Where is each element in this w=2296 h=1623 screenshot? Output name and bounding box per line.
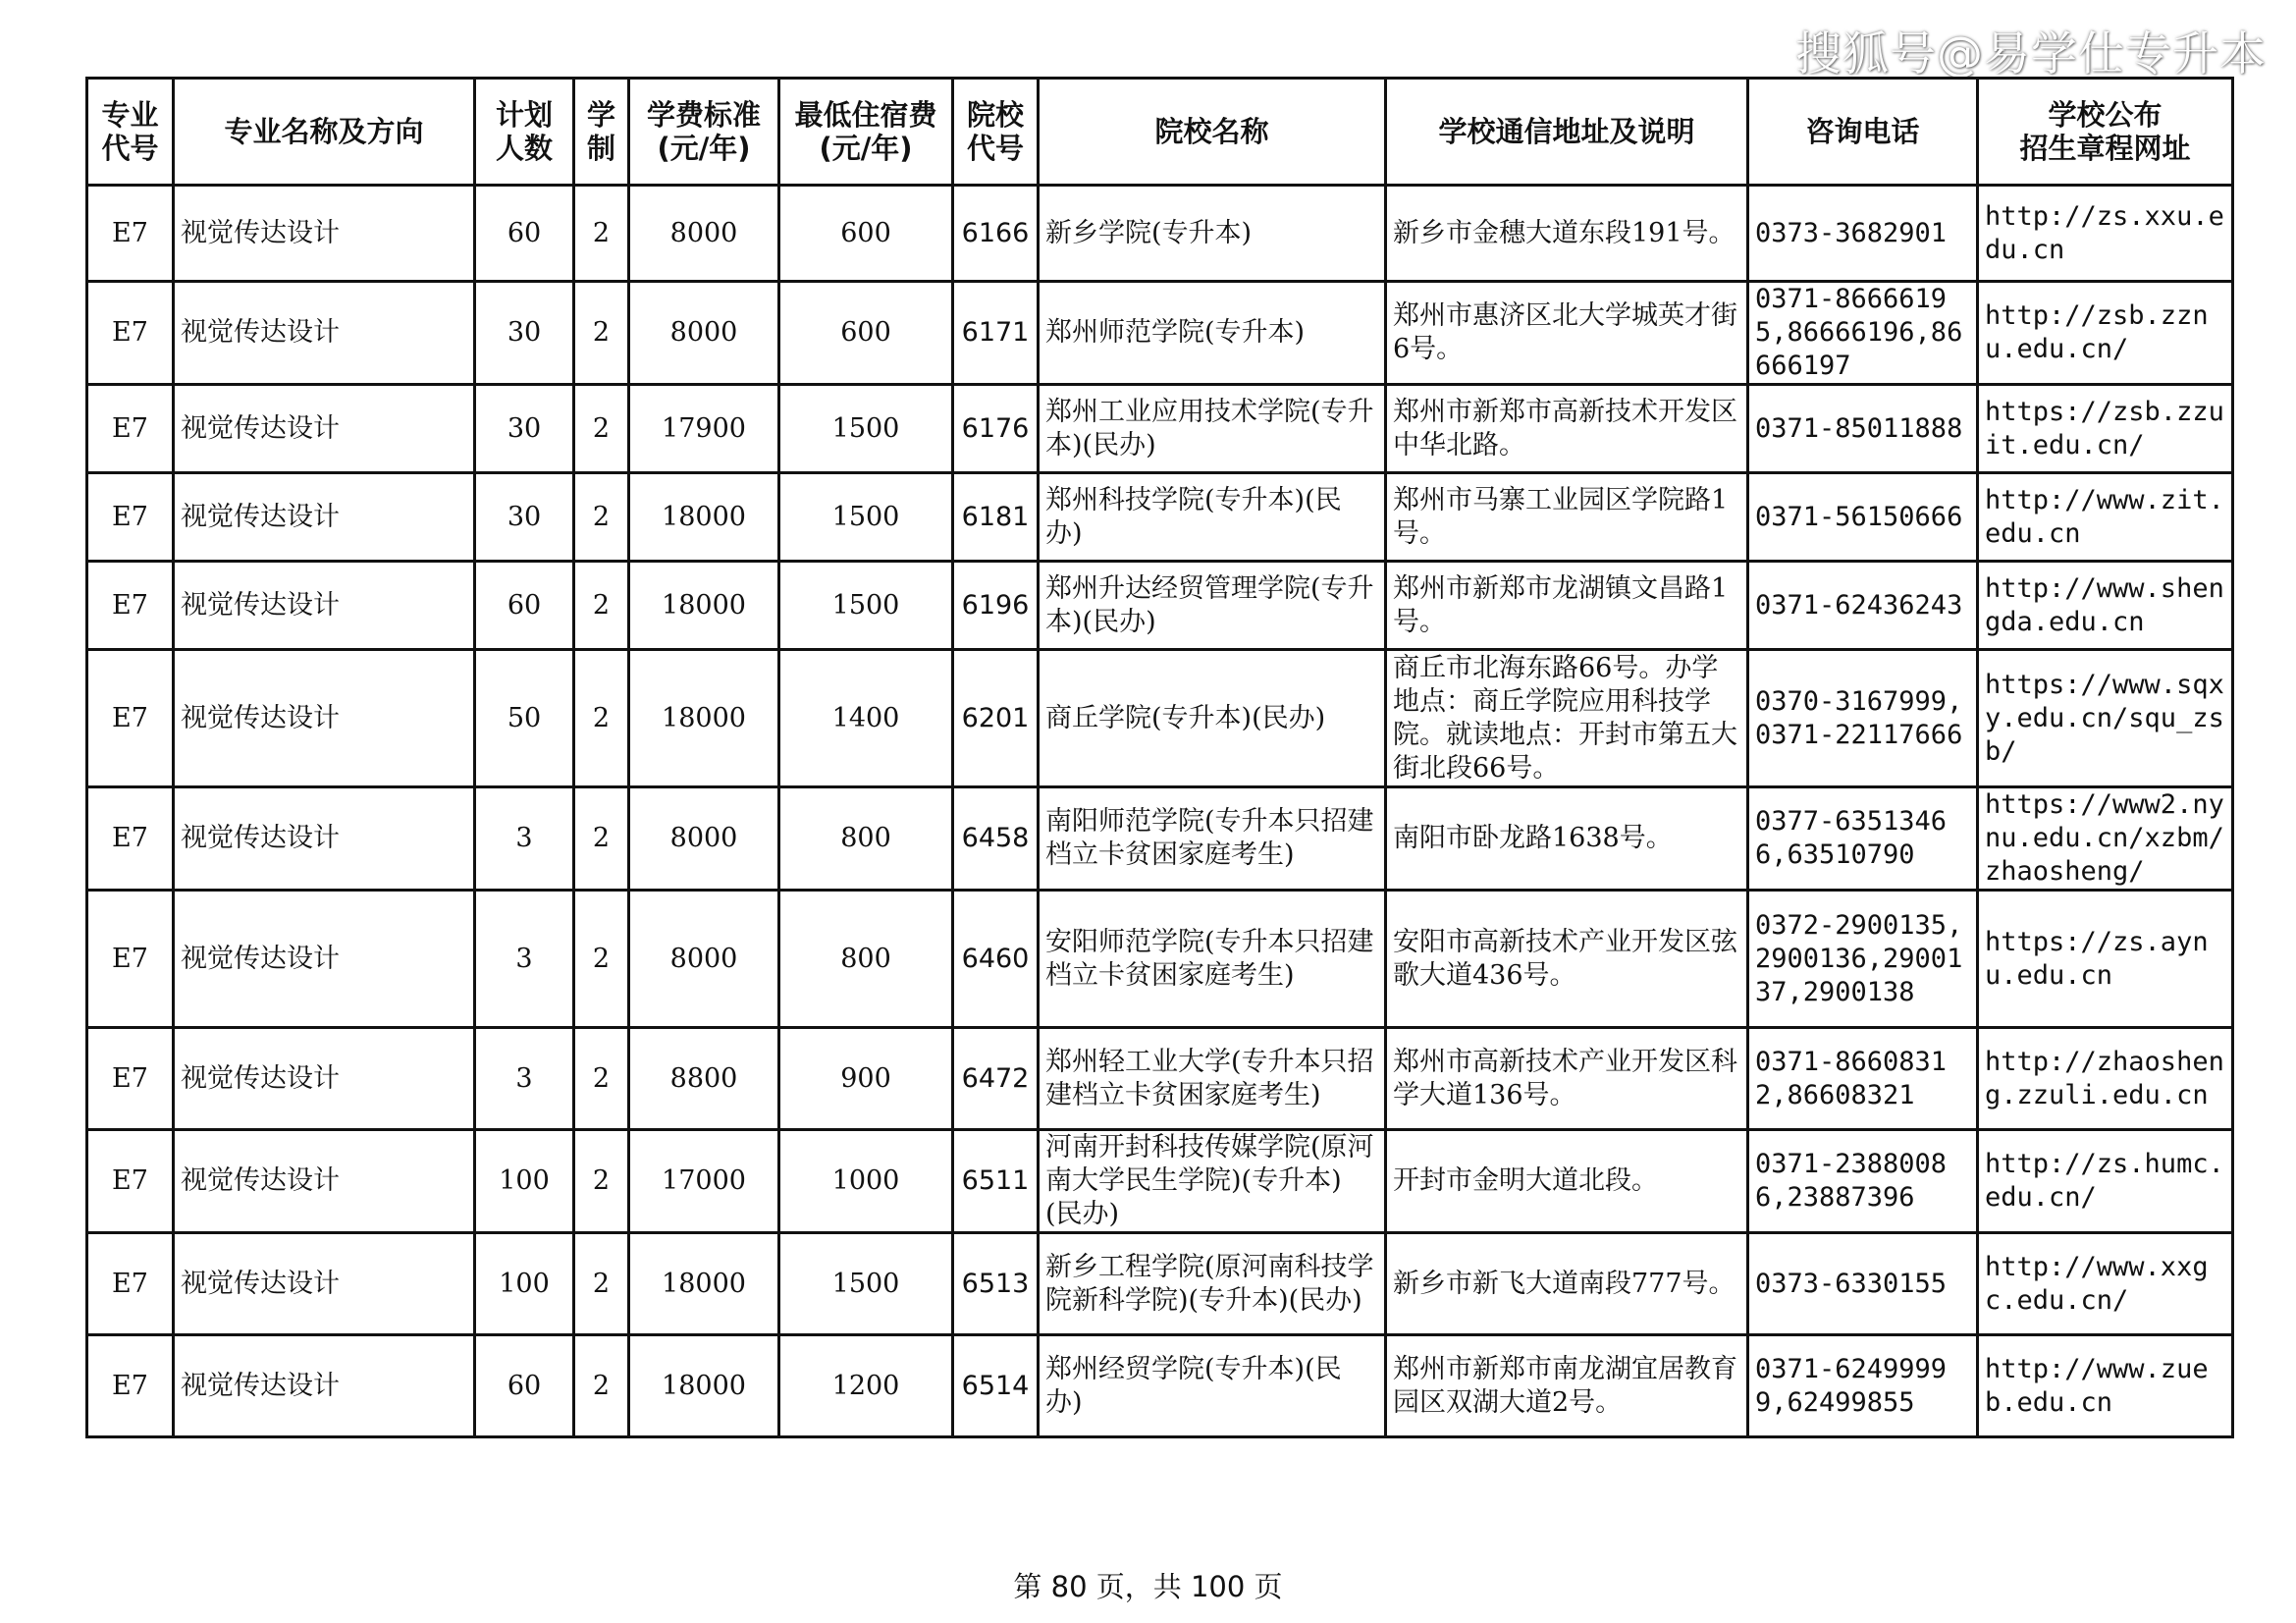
- cell-dorm-fee: 1500: [779, 385, 953, 473]
- cell-school-name: 郑州科技学院(专升本)(民办): [1039, 473, 1386, 562]
- cell-major-code: E7: [87, 787, 174, 891]
- cell-tuition: 18000: [629, 1233, 779, 1335]
- cell-dorm-fee: 600: [779, 186, 953, 282]
- cell-duration: 2: [574, 562, 629, 650]
- cell-dorm-fee: 1000: [779, 1130, 953, 1233]
- table-header-row: [87, 79, 2233, 186]
- cell-tuition: 8000: [629, 282, 779, 385]
- cell-school-name: 商丘学院(专升本)(民办): [1039, 650, 1386, 787]
- header-dorm-fee: 最低住宿费 (元/年): [779, 79, 953, 186]
- cell-major-name: 视觉传达设计: [174, 282, 475, 385]
- cell-dorm-fee: 1500: [779, 1233, 953, 1335]
- cell-tuition: 8800: [629, 1028, 779, 1130]
- cell-phone: 0371-56150666: [1748, 473, 1978, 562]
- cell-duration: 2: [574, 473, 629, 562]
- cell-tuition: 18000: [629, 562, 779, 650]
- cell-duration: 2: [574, 1335, 629, 1437]
- watermark-text: 搜狐号@易学仕专升本: [1795, 27, 2267, 81]
- cell-tuition: 8000: [629, 787, 779, 891]
- cell-plan-count: 50: [475, 650, 574, 787]
- cell-tuition: 17900: [629, 385, 779, 473]
- cell-tuition: 18000: [629, 650, 779, 787]
- header-school-code: 院校 代号: [953, 79, 1039, 186]
- cell-major-name: 视觉传达设计: [174, 650, 475, 787]
- cell-plan-count: 3: [475, 787, 574, 891]
- cell-website[interactable]: http://zsb.zznu.edu.cn/: [1978, 282, 2233, 385]
- cell-dorm-fee: 800: [779, 891, 953, 1028]
- table-body: [87, 186, 2233, 1437]
- cell-plan-count: 60: [475, 186, 574, 282]
- cell-address: 商丘市北海东路66号。办学地点：商丘学院应用科技学院。就读地点：开封市第五大街北段66号。: [1386, 650, 1748, 787]
- cell-website[interactable]: http://zhaosheng.zzuli.edu.cn: [1978, 1028, 2233, 1130]
- cell-website[interactable]: http://www.xxgc.edu.cn/: [1978, 1233, 2233, 1335]
- cell-duration: 2: [574, 1233, 629, 1335]
- cell-website[interactable]: https://zs.aynu.edu.cn: [1978, 891, 2233, 1028]
- cell-phone: 0371-62436243: [1748, 562, 1978, 650]
- cell-website[interactable]: https://zsb.zzuit.edu.cn/: [1978, 385, 2233, 473]
- cell-major-name: 视觉传达设计: [174, 1028, 475, 1130]
- cell-duration: 2: [574, 787, 629, 891]
- cell-address: 郑州市新郑市南龙湖宜居教育园区双湖大道2号。: [1386, 1335, 1748, 1437]
- cell-major-name: 视觉传达设计: [174, 1335, 475, 1437]
- cell-plan-count: 60: [475, 562, 574, 650]
- cell-school-code: 6513: [953, 1233, 1039, 1335]
- cell-major-code: E7: [87, 891, 174, 1028]
- cell-website[interactable]: http://zs.humc.edu.cn/: [1978, 1130, 2233, 1233]
- cell-duration: 2: [574, 282, 629, 385]
- table-row: [87, 385, 2233, 473]
- cell-dorm-fee: 900: [779, 1028, 953, 1130]
- cell-major-name: 视觉传达设计: [174, 891, 475, 1028]
- cell-duration: 2: [574, 385, 629, 473]
- cell-major-code: E7: [87, 282, 174, 385]
- header-plan-count: 计划 人数: [475, 79, 574, 186]
- cell-plan-count: 60: [475, 1335, 574, 1437]
- table-row: [87, 1335, 2233, 1437]
- cell-school-name: 南阳师范学院(专升本只招建档立卡贫困家庭考生): [1039, 787, 1386, 891]
- cell-major-code: E7: [87, 562, 174, 650]
- cell-school-code: 6196: [953, 562, 1039, 650]
- cell-major-code: E7: [87, 1130, 174, 1233]
- cell-website[interactable]: https://www.sqxy.edu.cn/squ_zsb/: [1978, 650, 2233, 787]
- table-row: [87, 1130, 2233, 1233]
- table-row: [87, 282, 2233, 385]
- cell-school-name: 安阳师范学院(专升本只招建档立卡贫困家庭考生): [1039, 891, 1386, 1028]
- cell-address: 安阳市高新技术产业开发区弦歌大道436号。: [1386, 891, 1748, 1028]
- header-phone: 咨询电话: [1748, 79, 1978, 186]
- cell-tuition: 8000: [629, 186, 779, 282]
- admissions-table: [85, 77, 2234, 1438]
- header-major-code: 专业 代号: [87, 79, 174, 186]
- cell-major-name: 视觉传达设计: [174, 385, 475, 473]
- cell-major-name: 视觉传达设计: [174, 787, 475, 891]
- cell-duration: 2: [574, 1130, 629, 1233]
- cell-school-code: 6514: [953, 1335, 1039, 1437]
- cell-plan-count: 30: [475, 473, 574, 562]
- cell-dorm-fee: 1500: [779, 562, 953, 650]
- cell-phone: 0372-2900135,2900136,2900137,2900138: [1748, 891, 1978, 1028]
- cell-major-name: 视觉传达设计: [174, 473, 475, 562]
- cell-phone: 0377-63513466,63510790: [1748, 787, 1978, 891]
- cell-tuition: 18000: [629, 1335, 779, 1437]
- header-tuition: 学费标准 (元/年): [629, 79, 779, 186]
- cell-plan-count: 100: [475, 1233, 574, 1335]
- cell-major-code: E7: [87, 1233, 174, 1335]
- cell-address: 郑州市新郑市高新技术开发区中华北路。: [1386, 385, 1748, 473]
- cell-address: 郑州市新郑市龙湖镇文昌路1号。: [1386, 562, 1748, 650]
- cell-school-code: 6176: [953, 385, 1039, 473]
- cell-major-code: E7: [87, 385, 174, 473]
- table-row: [87, 562, 2233, 650]
- header-school-name: 院校名称: [1039, 79, 1386, 186]
- cell-school-name: 郑州升达经贸管理学院(专升本)(民办): [1039, 562, 1386, 650]
- cell-dorm-fee: 800: [779, 787, 953, 891]
- cell-duration: 2: [574, 186, 629, 282]
- cell-school-name: 郑州轻工业大学(专升本只招建档立卡贫困家庭考生): [1039, 1028, 1386, 1130]
- cell-school-code: 6181: [953, 473, 1039, 562]
- cell-major-code: E7: [87, 650, 174, 787]
- cell-address: 新乡市金穗大道东段191号。: [1386, 186, 1748, 282]
- cell-major-code: E7: [87, 1028, 174, 1130]
- cell-school-code: 6166: [953, 186, 1039, 282]
- cell-phone: 0373-3682901: [1748, 186, 1978, 282]
- cell-school-name: 新乡工程学院(原河南科技学院新科学院)(专升本)(民办): [1039, 1233, 1386, 1335]
- cell-phone: 0371-62499999,62499855: [1748, 1335, 1978, 1437]
- cell-website[interactable]: http://www.shengda.edu.cn: [1978, 562, 2233, 650]
- table-row: [87, 473, 2233, 562]
- cell-major-name: 视觉传达设计: [174, 562, 475, 650]
- cell-website[interactable]: http://zs.xxu.edu.cn: [1978, 186, 2233, 282]
- cell-dorm-fee: 1500: [779, 473, 953, 562]
- cell-school-code: 6458: [953, 787, 1039, 891]
- header-address: 学校通信地址及说明: [1386, 79, 1748, 186]
- cell-dorm-fee: 1400: [779, 650, 953, 787]
- cell-school-name: 郑州工业应用技术学院(专升本)(民办): [1039, 385, 1386, 473]
- cell-address: 郑州市惠济区北大学城英才街6号。: [1386, 282, 1748, 385]
- header-major-name: 专业名称及方向: [174, 79, 475, 186]
- cell-major-name: 视觉传达设计: [174, 1130, 475, 1233]
- cell-school-code: 6472: [953, 1028, 1039, 1130]
- cell-website[interactable]: http://www.zit.edu.cn: [1978, 473, 2233, 562]
- cell-phone: 0371-23880086,23887396: [1748, 1130, 1978, 1233]
- table-row: [87, 1233, 2233, 1335]
- cell-plan-count: 3: [475, 1028, 574, 1130]
- cell-school-name: 河南开封科技传媒学院(原河南大学民生学院)(专升本)(民办): [1039, 1130, 1386, 1233]
- cell-school-name: 新乡学院(专升本): [1039, 186, 1386, 282]
- cell-duration: 2: [574, 1028, 629, 1130]
- cell-school-name: 郑州师范学院(专升本): [1039, 282, 1386, 385]
- cell-phone: 0371-86666195,86666196,86666197: [1748, 282, 1978, 385]
- cell-duration: 2: [574, 650, 629, 787]
- cell-website[interactable]: http://www.zueb.edu.cn: [1978, 1335, 2233, 1437]
- cell-plan-count: 30: [475, 385, 574, 473]
- cell-duration: 2: [574, 891, 629, 1028]
- cell-tuition: 17000: [629, 1130, 779, 1233]
- header-website: 学校公布 招生章程网址: [1978, 79, 2233, 186]
- header-duration: 学 制: [574, 79, 629, 186]
- cell-tuition: 8000: [629, 891, 779, 1028]
- cell-dorm-fee: 1200: [779, 1335, 953, 1437]
- cell-major-code: E7: [87, 186, 174, 282]
- cell-address: 新乡市新飞大道南段777号。: [1386, 1233, 1748, 1335]
- cell-tuition: 18000: [629, 473, 779, 562]
- cell-school-code: 6511: [953, 1130, 1039, 1233]
- cell-address: 郑州市高新技术产业开发区科学大道136号。: [1386, 1028, 1748, 1130]
- cell-address: 南阳市卧龙路1638号。: [1386, 787, 1748, 891]
- cell-plan-count: 100: [475, 1130, 574, 1233]
- cell-phone: 0373-6330155: [1748, 1233, 1978, 1335]
- cell-dorm-fee: 600: [779, 282, 953, 385]
- cell-phone: 0371-85011888: [1748, 385, 1978, 473]
- table-row: [87, 186, 2233, 282]
- table-row: [87, 1028, 2233, 1130]
- table-row: [87, 650, 2233, 787]
- cell-major-code: E7: [87, 1335, 174, 1437]
- cell-phone: 0370-3167999,0371-22117666: [1748, 650, 1978, 787]
- cell-school-code: 6171: [953, 282, 1039, 385]
- page-footer: 第 80 页，共 100 页: [1013, 1570, 1283, 1603]
- cell-address: 郑州市马寨工业园区学院路1号。: [1386, 473, 1748, 562]
- cell-website[interactable]: https://www2.nynu.edu.cn/xzbm/zhaosheng/: [1978, 787, 2233, 891]
- cell-school-code: 6460: [953, 891, 1039, 1028]
- cell-major-name: 视觉传达设计: [174, 186, 475, 282]
- table-row: [87, 891, 2233, 1028]
- cell-major-code: E7: [87, 473, 174, 562]
- cell-school-code: 6201: [953, 650, 1039, 787]
- cell-address: 开封市金明大道北段。: [1386, 1130, 1748, 1233]
- cell-phone: 0371-86608312,86608321: [1748, 1028, 1978, 1130]
- table-row: [87, 787, 2233, 891]
- cell-major-name: 视觉传达设计: [174, 1233, 475, 1335]
- cell-plan-count: 30: [475, 282, 574, 385]
- cell-plan-count: 3: [475, 891, 574, 1028]
- cell-school-name: 郑州经贸学院(专升本)(民办): [1039, 1335, 1386, 1437]
